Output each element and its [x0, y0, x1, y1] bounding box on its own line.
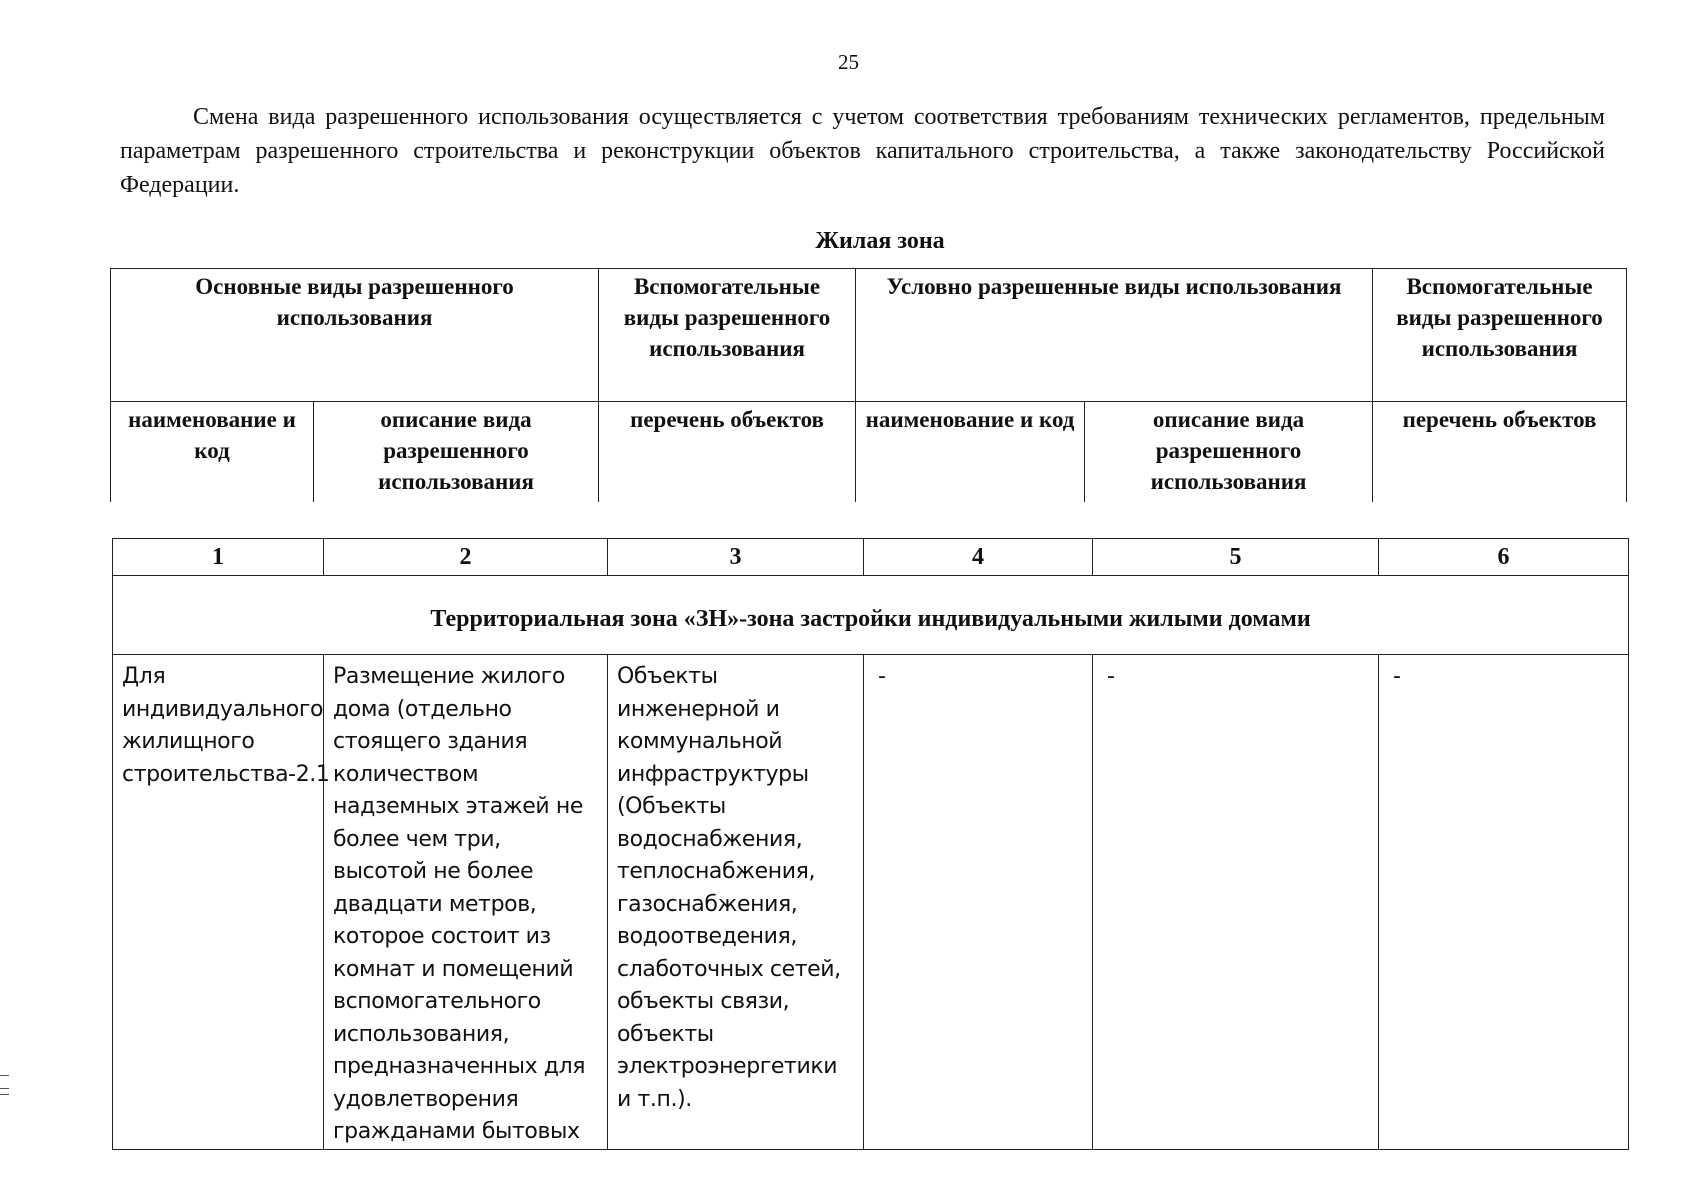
cell-cond-name-code: - [864, 655, 1093, 1150]
header-main-uses: Основные виды разрешенного использования [111, 269, 599, 402]
header-objects-2: перечень объектов [1373, 402, 1627, 503]
header-sub-row [111, 402, 1627, 503]
header-objects-1: перечень объектов [599, 402, 856, 503]
cell-cond-objects: - [1379, 655, 1629, 1150]
cell-description: Размещение жилого дома (отдельно стоящего здания количеством надземных этажей не более чем три, высотой не более двадцати метров, которое состоит из комнат и помещений вспомогательного использования, предназначенных для удовлетворения гражданами бытовых [324, 655, 608, 1150]
territorial-zone-row [113, 576, 1629, 655]
header-group-row [111, 269, 1627, 402]
header-table [110, 268, 1627, 502]
territorial-zone-title: Территориальная зона «ЗН»-зона застройки индивидуальными жилыми домами [113, 576, 1629, 655]
column-number: 1 [113, 539, 324, 576]
header-name-code-1: наименование и код [111, 402, 314, 503]
column-number: 6 [1379, 539, 1629, 576]
header-description-1: описание вида разрешенного использования [314, 402, 599, 503]
edge-mark [0, 1088, 9, 1089]
header-aux-uses-2: Вспомогательные виды разрешенного использования [1373, 269, 1627, 402]
column-number: 3 [608, 539, 864, 576]
zone-title: Жилая зона [815, 228, 945, 254]
cell-aux-objects: Объекты инженерной и коммунальной инфраструктуры (Объекты водоснабжения, теплоснабжения, газоснабжения, водоотведения, слаботочных сетей, объекты связи, объекты электроэнергетики и т.п.). [608, 655, 864, 1150]
table-row [113, 655, 1629, 1150]
data-table [112, 538, 1629, 1150]
column-number-row [113, 539, 1629, 576]
cell-cond-description: - [1093, 655, 1379, 1150]
intro-paragraph: Смена вида разрешенного использования осуществляется с учетом соответствия требованиям технических регламентов, предельным параметрам разрешенного строительства и реконструкции объектов капитального строительства, а также законодательству Российской Федерации. [120, 104, 1605, 198]
column-number: 5 [1093, 539, 1379, 576]
column-number: 2 [324, 539, 608, 576]
edge-mark [0, 1075, 9, 1076]
cell-name-code: Для индивидуального жилищного строительства-2.1 [113, 655, 324, 1150]
column-number: 4 [864, 539, 1093, 576]
page-number: 25 [838, 50, 859, 74]
header-conditional-uses: Условно разрешенные виды использования [856, 269, 1373, 402]
edge-mark [0, 1094, 9, 1095]
header-description-2: описание вида разрешенного использования [1085, 402, 1373, 503]
header-aux-uses-1: Вспомогательные виды разрешенного использования [599, 269, 856, 402]
header-name-code-2: наименование и код [856, 402, 1085, 503]
